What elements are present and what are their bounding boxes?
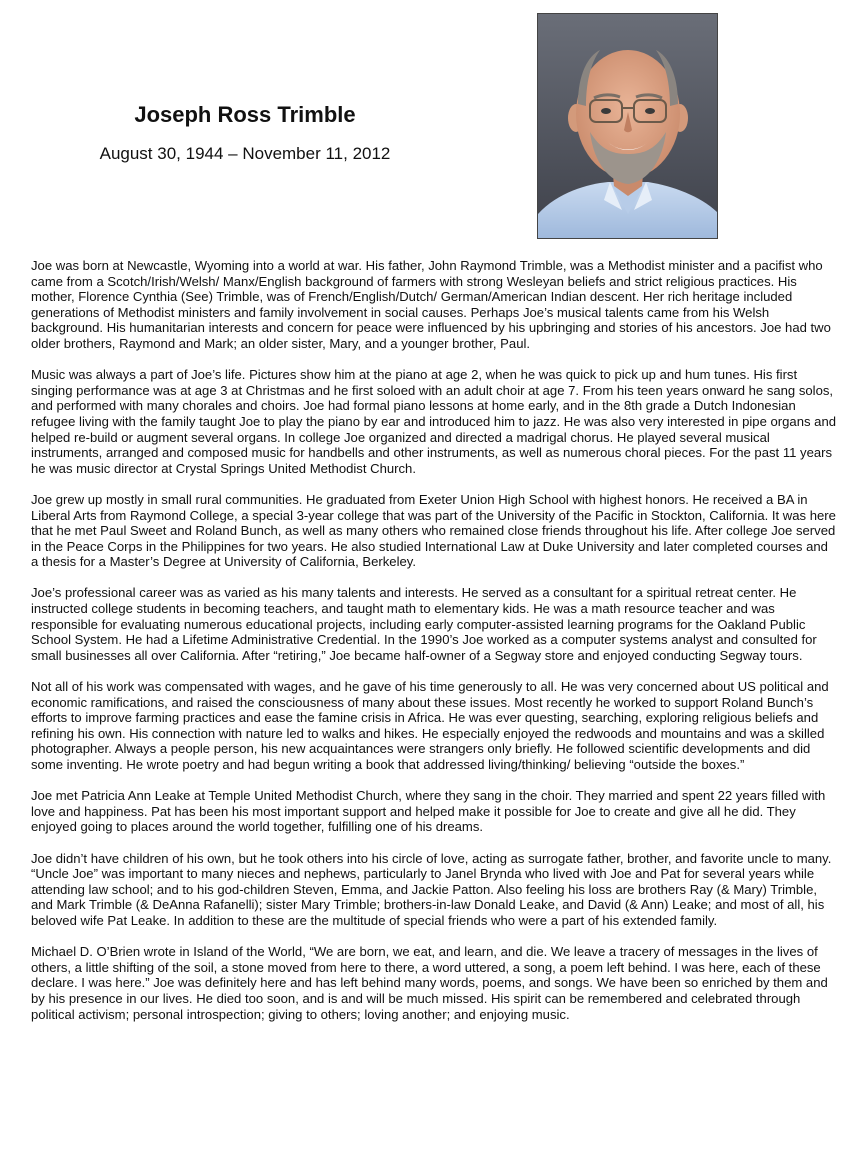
obituary-body (31, 258, 837, 1038)
paragraph-education: Joe grew up mostly in small rural communities. He graduated from Exeter Union High School with highest honors. He received a BA in Liberal Arts from Raymond College, a special 3-year college that was part of the University of the Pacific in Stockton, California. It was here that he met Paul Sweet and Roland Bunch, as well as many others who remained close friends throughout his life. After college Joe served in the Peace Corps in the Philippines for two years. He also studied International Law at Duke University and later completed courses and a thesis for a Master’s Degree at University of California, Berkeley. (31, 491, 836, 570)
paragraph-family: Joe didn’t have children of his own, but he took others into his circle of love, acting as surrogate father, brother, and favorite uncle to many. “Uncle Joe” was important to many nieces and nephews, particularly to Janel Brynda who lived with Joe and Pat for several years while attending law school; and to his god-children Steven, Emma, and Jackie Patton. Also feeling his loss are brothers Ray (& Mary) Trimble, and Mark Trimble (& DeAnna Rafanelli); sister Mary Trimble; brothers-in-law Donald Leake, and David (& Ann) Leake; and most of all, his beloved wife Pat Leake. In addition to these are the multitude of special friends who were a part of his extended family. (31, 850, 832, 928)
paragraph-early-life: Joe was born at Newcastle, Wyoming into a world at war. His father, John Raymond Trimble, was a Methodist minister and a pacifist who came from a Scotch/Irish/Welsh/ Manx/English background of farmers with strong Wesleyan beliefs and strict religious practices. His mother, Florence Cynthia (See) Trimble, was of French/English/Dutch/ German/American Indian descent. Her rich heritage included generations of Methodist ministers and family involvement in social causes. Perhaps Joe’s musical talents came from his Welsh background. His humanitarian interests and concern for peace were influenced by his upbringing and stories of his ancestors. Joe had two older brothers, Raymond and Mark; an older sister, Mary, and a younger brother, Paul. (31, 258, 831, 351)
paragraph-marriage: Joe met Patricia Ann Leake at Temple United Methodist Church, where they sang in the choir. They married and spent 22 years filled with love and happiness. Pat has been his most important support and helped make it possible for Joe to create and give all he did. They enjoyed going to places around the world together, fulfilling one of his dreams. (31, 788, 826, 835)
paragraph-music: Music was always a part of Joe’s life. Pictures show him at the piano at age 2, when he was quick to pick up and hum tunes. His first singing performance was at age 3 at Christmas and he first soloed with an adult choir at age 7. From his teen years onward he sang solos, and performed with many chorales and choirs. Joe had formal piano lessons at home early, and in the 8th grade a Dutch Indonesian refugee living with the family taught Joe to play the piano by ear and introduced him to jazz. He was also very interested in pipe organs and helped re-build or augment several organs. In college Joe organized and directed a madrigal chorus. He played several musical instruments, arranged and composed music for handbells and other instruments, as well as numerous choral pieces. For the past 11 years he was music director at Crystal Springs United Methodist Church. (31, 367, 837, 476)
paragraph-service: Not all of his work was compensated with wages, and he gave of his time generously to all. He was very concerned about US political and economic ramifications, and raised the consciousness of many about these issues. Most recently he worked to support Roland Bunch’s efforts to improve farming practices and ease the famine crisis in Africa. He was ever questing, searching, exploring religious beliefs and refining his own. His connection with nature led to walks and hikes. He especially enjoyed the redwoods and mountains and was a skilled photographer. Always a people person, his new acquaintances were strangers only briefly. He followed scientific developments and did some inventing. He wrote poetry and had begun writing a book that addressed living/thinking/ believing “outside the boxes.” (31, 679, 829, 772)
life-dates: August 30, 1944 – November 11, 2012 (99, 144, 391, 163)
paragraph-closing: Michael D. O’Brien wrote in Island of the World, “We are born, we eat, and learn, and die. We leave a tracery of messages in the lives of others, a little shifting of the soil, a stone moved from here to there, a word uttered, a song, a poem left behind. I was here, each of these declare. I was here.” Joe was definitely here and has left behind many words, poems, and songs. We have been so enriched by them and by his presence in our lives. He died too soon, and is and will be much missed. His spirit can be remembered and celebrated through political activism; personal introspection; giving to others; loving another; and enjoying music. (31, 944, 828, 1022)
person-name: Joseph Ross Trimble (134, 102, 356, 127)
paragraph-career: Joe’s professional career was as varied as his many talents and interests. He served as a consultant for a spiritual retreat center. He instructed college students in becoming teachers, and taught math to elementary kids. He was a math resource teacher and was responsible for evaluating numerous educational projects, including early computer-assisted learning programs for the Oakland Public School System. He had a Lifetime Administrative Credential. In the 1990’s Joe worked as a computer systems analyst and consulted for small businesses all over California. After “retiring,” Joe became half-owner of a Segway store and enjoyed conducting Segway tours. (31, 585, 817, 663)
portrait-photo (537, 13, 718, 239)
